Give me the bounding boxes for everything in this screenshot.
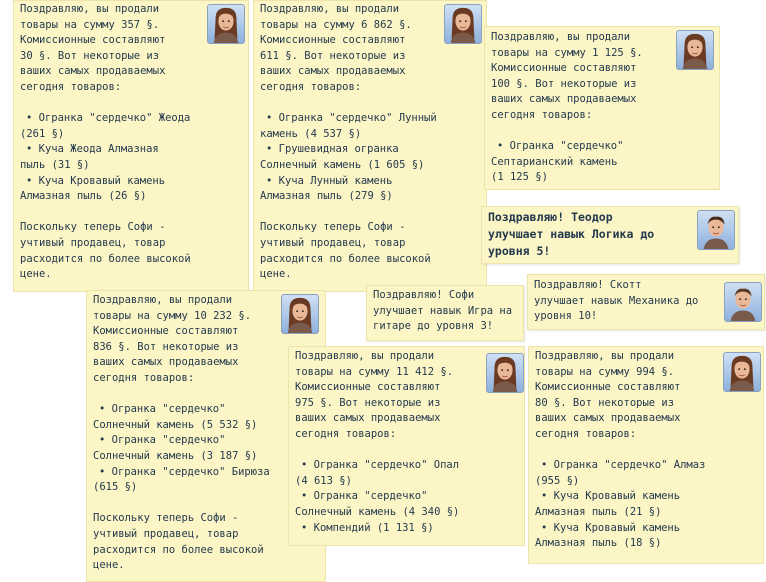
notification-line: товары на сумму 994 §. [535,365,675,378]
portrait-icon [282,295,318,333]
notification-line [93,387,319,403]
notification-line: ваших самых продаваемых [20,65,166,78]
notification-text [373,286,517,335]
notification-line: 611 §. Вот некоторые из [260,49,406,62]
notification-line: Септарианский камень [491,155,618,168]
notification-line: Комиссионные составляют [535,381,681,394]
portrait-icon [677,31,713,69]
notification-line: • Куча Кровавый камень [541,521,681,534]
notification-line: Солнечный камень (4 340 §) [295,505,460,518]
notification-line: улучшает навык Игра на [373,304,513,317]
notification-line: • Огранка "сердечко" Опал [301,459,460,472]
notification-line: Поскольку теперь Софи - [20,221,166,234]
portrait-icon [724,353,760,391]
notification-line: • Куча Кровавый камень [541,490,681,503]
notification-line: • Огранка "сердечко" [99,434,226,447]
notification-line: Поздравляю, вы продали [260,3,400,15]
notification-line: пыль (31 §) [20,158,90,171]
portrait-icon [445,5,481,43]
notification-line [295,443,518,459]
notification-line: Поздравляю, вы продали [491,31,631,43]
notification-line: товары на сумму 10 232 §. [93,309,252,322]
notification-line: камень (4 537 §) [260,127,362,140]
portrait-icon [698,211,734,249]
sim-avatar-sofi[interactable] [281,294,319,334]
notification-line: 100 §. Вот некоторые из [491,77,637,90]
notification-line: (615 §) [93,481,138,494]
notification-line: товары на сумму 11 412 §. [295,365,454,378]
notification-line: 836 §. Вот некоторые из [93,340,239,353]
notification-line: сегодня товаров: [260,80,362,93]
notification-line: ваших самых продаваемых [295,412,441,425]
notification-line [260,205,480,221]
notification-line: Поздравляю, вы продали [20,3,160,15]
notification-line: учтивый продавец, товар [93,527,239,540]
notification-line: (261 §) [20,127,65,140]
notification-line: Комиссионные составляют [491,62,637,75]
notification-line [20,205,242,221]
notification-line: цене. [20,268,52,281]
notification-line: Солнечный камень (3 187 §) [93,449,258,462]
notification-skill-sofi[interactable] [366,285,524,341]
notification-line: товары на сумму 1 125 §. [491,46,643,59]
sim-avatar-sofi[interactable] [723,352,761,392]
sim-avatar-scott[interactable] [724,282,762,322]
notification-line: • Огранка "сердечко" [301,490,428,503]
notification-line: (4 613 §) [295,474,352,487]
notification-line: гитаре до уровня 3! [373,320,494,333]
notification-line: Алмазная пыль (279 §) [260,190,393,203]
notification-line: сегодня товаров: [93,371,195,384]
notification-line: Поздравляю! Теодор [488,210,613,224]
notification-line: сегодня товаров: [491,108,593,121]
notification-line [260,96,480,112]
sim-avatar-sofi[interactable] [486,353,524,393]
notification-line: Солнечный камень (1 605 §) [260,158,425,171]
notification-line: • Огранка "сердечко" Жеода [26,112,191,125]
notification-line: • Огранка "сердечко" Бирюза [99,465,270,478]
notification-line: Комиссионные составляют [93,325,239,338]
notification-line: Поздравляю, вы продали [295,350,435,362]
notification-line: Алмазная пыль (21 §) [535,505,662,518]
notification-line: улучшает навык Механика до [534,294,699,307]
notification-line: улучшает навык Логика до [488,227,655,241]
notification-line: • Огранка "сердечко" Лунный [266,112,437,125]
notification-line: сегодня товаров: [535,427,637,440]
notification-line: уровня 10! [534,310,598,323]
notification-line: • Куча Кровавый камень [26,174,166,187]
notification-line [93,496,319,512]
notification-line: ваших самых продаваемых [260,65,406,78]
notification-line: (955 §) [535,474,580,487]
notification-line: учтивый продавец, товар [20,236,166,249]
notification-line: • Куча Жеода Алмазная [26,143,159,156]
sim-avatar-teodor[interactable] [697,210,735,250]
notification-line: расходится по более высокой [93,543,264,556]
notification-line: Солнечный камень (5 532 §) [93,418,258,431]
sim-avatar-sofi[interactable] [444,4,482,44]
notification-line: • Куча Лунный камень [266,174,393,187]
notification-line: Алмазная пыль (18 §) [535,537,662,550]
notification-line: • Компендий (1 131 §) [301,521,434,534]
notification-line: товары на сумму 357 §. [20,18,160,31]
portrait-icon [208,5,244,43]
notification-line [491,124,713,140]
notification-line: расходится по более высокой [260,252,431,265]
notification-line: Комиссионные составляют [20,34,166,47]
notification-line: Поскольку теперь Софи - [93,512,239,525]
portrait-icon [725,283,761,321]
notification-line: сегодня товаров: [295,427,397,440]
notification-line: ваших самых продаваемых [491,93,637,106]
notification-line: Поздравляю, вы продали [93,294,233,306]
notification-line: 30 §. Вот некоторые из [20,49,160,62]
sim-avatar-sofi[interactable] [207,4,245,44]
sim-avatar-sofi[interactable] [676,30,714,70]
notification-text [488,207,732,260]
notification-line: уровня 5! [488,244,551,258]
notification-line: Комиссионные составляют [260,34,406,47]
notification-line: • Грушевидная огранка [266,143,399,156]
notification-line: (1 125 §) [491,171,548,184]
notification-line: Комиссионные составляют [295,381,441,394]
notification-line: 80 §. Вот некоторые из [535,396,675,409]
notification-line: • Огранка "сердечко" Алмаз [541,459,706,472]
notification-line: ваших самых продаваемых [93,356,239,369]
notification-line: расходится по более высокой [20,252,191,265]
notification-line: • Огранка "сердечко" [497,140,624,153]
notification-line [20,96,242,112]
notification-line: Поскольку теперь Софи - [260,221,406,234]
notification-line: Поздравляю, вы продали [535,350,675,362]
notification-line: Алмазная пыль (26 §) [20,190,147,203]
notification-text [295,347,518,536]
notification-line [535,443,757,459]
notification-line: учтивый продавец, товар [260,236,406,249]
notification-line: ваших самых продаваемых [535,412,681,425]
notification-line: сегодня товаров: [20,80,122,93]
notification-line: цене. [93,559,125,572]
portrait-icon [487,354,523,392]
notification-line: 975 §. Вот некоторые из [295,396,441,409]
notification-line: • Огранка "сердечко" [99,403,226,416]
notification-line: цене. [260,268,292,281]
notification-line: Поздравляю! Софи [373,289,475,301]
notification-line: товары на сумму 6 862 §. [260,18,412,31]
notification-line: Поздравляю! Скотт [534,279,642,291]
